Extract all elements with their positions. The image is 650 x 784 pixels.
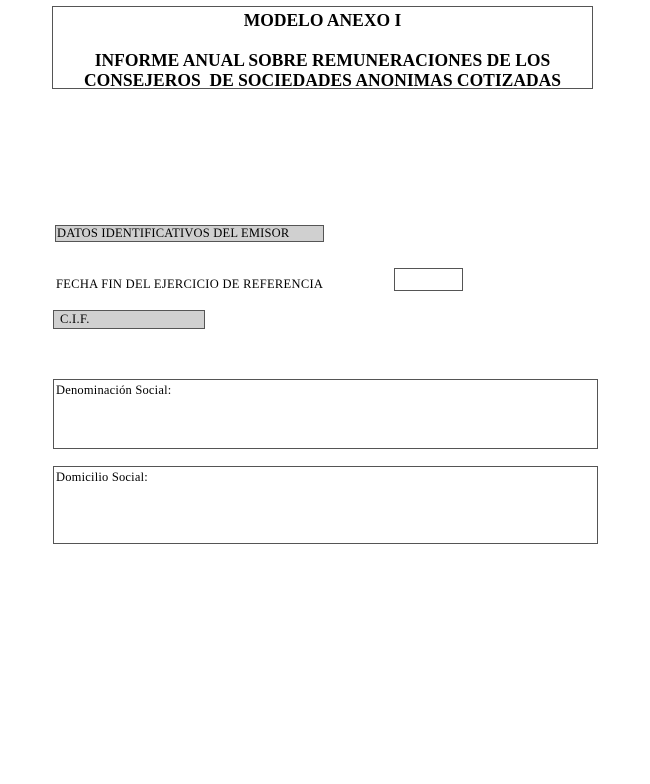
fecha-fin-input[interactable]: [394, 268, 463, 291]
document-title: MODELO ANEXO I: [243, 10, 402, 30]
denominacion-social-field[interactable]: [53, 379, 598, 449]
document-header: [52, 6, 593, 89]
issuer-section-label: DATOS IDENTIFICATIVOS DEL EMISOR: [55, 225, 324, 242]
document-subtitle: [53, 50, 592, 90]
subtitle-line-1: INFORME ANUAL SOBRE REMUNERACIONES DE LOS: [94, 50, 551, 70]
domicilio-social-label: Domicilio Social:: [56, 470, 148, 484]
fecha-fin-label: FECHA FIN DEL EJERCICIO DE REFERENCIA: [56, 277, 324, 291]
domicilio-social-field[interactable]: [53, 466, 598, 544]
denominacion-social-label: Denominación Social:: [56, 383, 172, 397]
subtitle-line-2: CONSEJEROS DE SOCIEDADES ANONIMAS COTIZADAS: [84, 70, 561, 90]
cif-label: C.I.F.: [53, 310, 205, 329]
